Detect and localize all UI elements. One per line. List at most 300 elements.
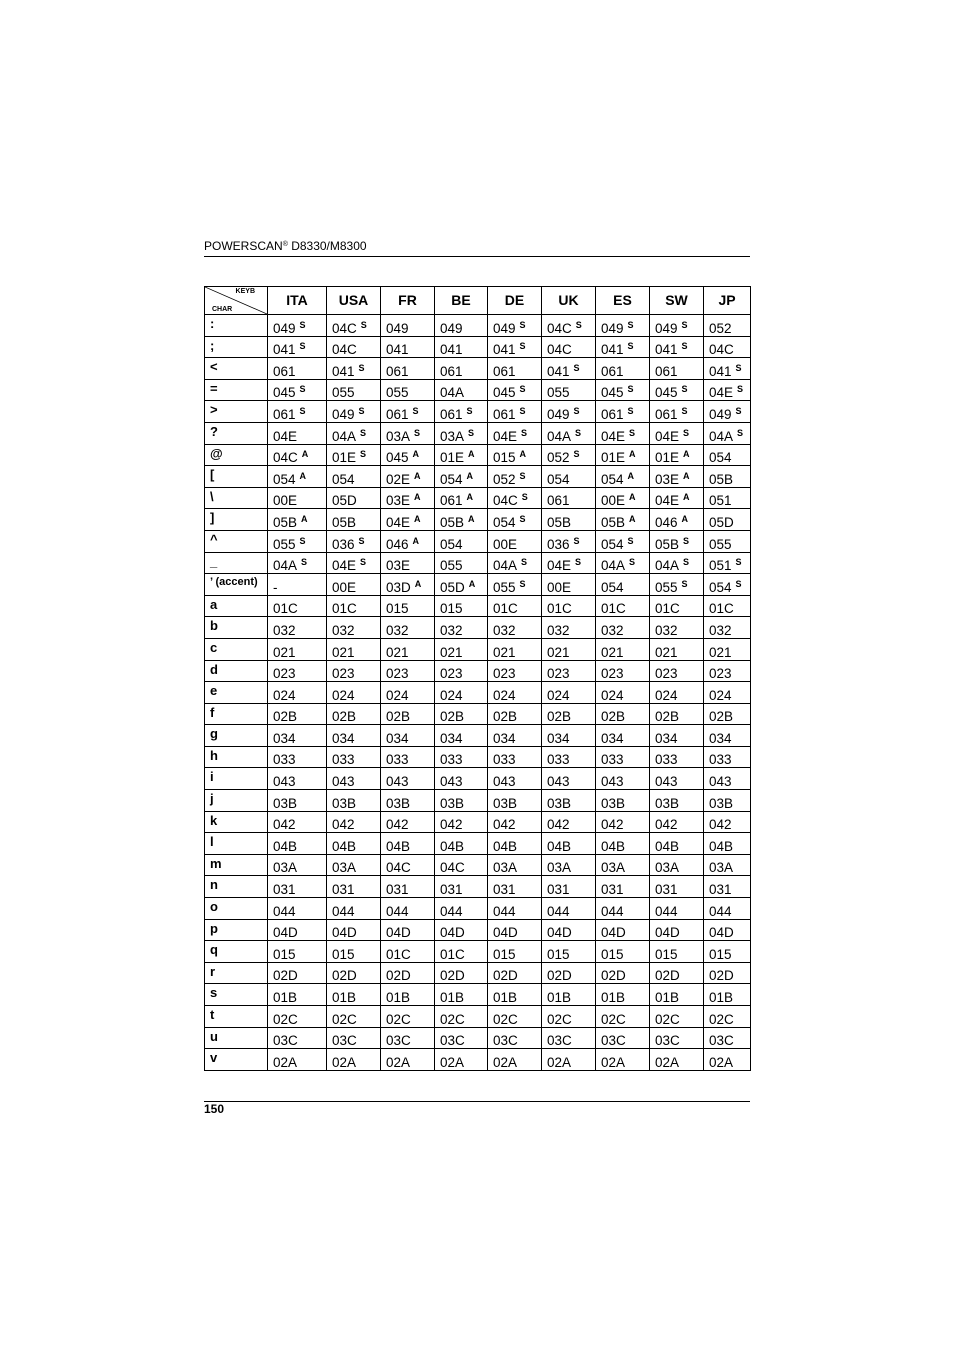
char-cell: q bbox=[205, 941, 268, 963]
code-cell bbox=[435, 725, 488, 747]
code-cell bbox=[596, 444, 650, 466]
code-value: 021 bbox=[440, 644, 463, 660]
code-value: 042 bbox=[655, 817, 678, 833]
code-cell bbox=[327, 876, 381, 898]
code-cell bbox=[704, 336, 751, 358]
table-row bbox=[205, 509, 751, 531]
code-value: 01C bbox=[601, 601, 626, 617]
code-value: 04C bbox=[440, 860, 465, 876]
code-cell bbox=[268, 682, 327, 704]
code-cell bbox=[596, 854, 650, 876]
char-cell: n bbox=[205, 876, 268, 898]
code-value: 04E bbox=[493, 428, 518, 444]
code-cell bbox=[488, 574, 542, 596]
code-cell bbox=[650, 725, 704, 747]
modifier-superscript: A bbox=[683, 470, 690, 481]
code-value: - bbox=[273, 579, 278, 595]
code-cell bbox=[542, 315, 596, 337]
code-value: 02B bbox=[386, 709, 411, 725]
code-value: 042 bbox=[601, 817, 624, 833]
code-cell bbox=[488, 833, 542, 855]
code-value: 01E bbox=[440, 450, 465, 466]
code-value: 02A bbox=[493, 1054, 518, 1070]
code-cell bbox=[650, 962, 704, 984]
code-cell bbox=[268, 1049, 327, 1071]
code-cell bbox=[596, 422, 650, 444]
code-value: 03C bbox=[273, 1033, 298, 1049]
modifier-superscript: S bbox=[360, 557, 367, 568]
modifier-superscript: A bbox=[519, 449, 527, 460]
code-value: 00E bbox=[332, 579, 357, 595]
code-cell bbox=[435, 768, 488, 790]
code-cell bbox=[488, 422, 542, 444]
code-value: 023 bbox=[386, 666, 409, 682]
code-cell bbox=[488, 682, 542, 704]
code-value: 043 bbox=[709, 774, 732, 790]
code-cell bbox=[542, 574, 596, 596]
code-value: 01B bbox=[493, 990, 518, 1005]
code-value: 015 bbox=[493, 450, 516, 466]
code-value: 02A bbox=[601, 1054, 626, 1070]
code-cell bbox=[327, 509, 381, 531]
code-value: 01C bbox=[493, 601, 518, 617]
modifier-superscript: S bbox=[627, 384, 634, 395]
code-value: 061 bbox=[655, 363, 678, 379]
char-cell: e bbox=[205, 682, 268, 704]
code-value: 03A bbox=[332, 860, 357, 876]
code-cell bbox=[704, 358, 751, 380]
code-value: 061 bbox=[601, 406, 624, 422]
code-value: 054 bbox=[440, 471, 463, 487]
code-value: 054 bbox=[332, 471, 355, 487]
code-cell bbox=[650, 422, 704, 444]
code-value: 024 bbox=[655, 687, 678, 703]
code-value: 061 bbox=[386, 363, 409, 379]
code-cell bbox=[435, 941, 488, 963]
code-value: 033 bbox=[493, 752, 516, 768]
table-body bbox=[205, 315, 751, 1071]
code-cell bbox=[596, 509, 650, 531]
code-value: 02D bbox=[440, 968, 465, 984]
modifier-superscript: S bbox=[627, 341, 634, 352]
code-cell bbox=[596, 725, 650, 747]
code-value: 04C bbox=[547, 342, 572, 358]
code-value: 04A bbox=[493, 558, 518, 574]
code-value: 023 bbox=[547, 666, 570, 682]
code-value: 03E bbox=[386, 558, 411, 574]
code-cell bbox=[542, 1049, 596, 1071]
code-value: 052 bbox=[547, 450, 570, 466]
code-value: 024 bbox=[601, 687, 624, 703]
code-cell bbox=[268, 595, 327, 617]
modifier-superscript: S bbox=[358, 405, 365, 416]
code-cell bbox=[596, 962, 650, 984]
code-value: 041 bbox=[386, 342, 409, 358]
table-row bbox=[205, 595, 751, 617]
code-cell bbox=[704, 962, 751, 984]
code-cell bbox=[327, 466, 381, 488]
code-value: 034 bbox=[332, 730, 355, 746]
table-row bbox=[205, 315, 751, 337]
code-cell bbox=[327, 1049, 381, 1071]
code-value: 015 bbox=[332, 946, 355, 962]
code-cell bbox=[704, 574, 751, 596]
code-value: 042 bbox=[493, 817, 516, 833]
code-value: 044 bbox=[273, 903, 296, 919]
code-cell bbox=[268, 444, 327, 466]
code-value: 052 bbox=[493, 471, 516, 487]
table-row bbox=[205, 358, 751, 380]
code-value: 01B bbox=[386, 990, 411, 1005]
code-cell bbox=[381, 487, 435, 509]
modifier-superscript: S bbox=[519, 319, 526, 330]
char-cell: p bbox=[205, 919, 268, 941]
table-row bbox=[205, 1027, 751, 1049]
code-value: 032 bbox=[332, 622, 355, 638]
code-value: 021 bbox=[655, 644, 678, 660]
modifier-superscript: A bbox=[466, 470, 474, 481]
code-cell bbox=[542, 703, 596, 725]
code-value: 04E bbox=[709, 385, 734, 401]
code-cell bbox=[704, 1006, 751, 1028]
code-value: 055 bbox=[547, 385, 570, 401]
code-value: 03B bbox=[601, 795, 626, 811]
code-value: 044 bbox=[440, 903, 463, 919]
code-cell bbox=[650, 358, 704, 380]
code-cell bbox=[488, 746, 542, 768]
code-cell bbox=[488, 725, 542, 747]
code-cell bbox=[435, 617, 488, 639]
code-value: 021 bbox=[493, 644, 516, 660]
code-cell bbox=[650, 768, 704, 790]
code-cell bbox=[327, 530, 381, 552]
modifier-superscript: A bbox=[414, 578, 422, 589]
code-cell bbox=[268, 401, 327, 423]
table-row bbox=[205, 919, 751, 941]
modifier-superscript: S bbox=[683, 535, 690, 546]
char-cell: f bbox=[205, 703, 268, 725]
code-cell bbox=[542, 962, 596, 984]
modifier-superscript: A bbox=[629, 513, 636, 524]
code-value: 051 bbox=[709, 558, 732, 574]
modifier-superscript: S bbox=[360, 319, 367, 330]
code-cell bbox=[488, 379, 542, 401]
code-cell bbox=[435, 509, 488, 531]
code-cell bbox=[704, 746, 751, 768]
code-value: 01C bbox=[273, 601, 298, 617]
code-cell bbox=[268, 638, 327, 660]
code-value: 054 bbox=[547, 471, 570, 487]
code-value: 034 bbox=[709, 730, 732, 746]
code-cell bbox=[542, 530, 596, 552]
code-cell bbox=[650, 898, 704, 920]
code-cell bbox=[488, 466, 542, 488]
column-header: ES bbox=[596, 287, 650, 315]
code-cell bbox=[704, 530, 751, 552]
code-value: 02B bbox=[273, 709, 298, 725]
code-value: 05B bbox=[709, 471, 734, 487]
code-cell bbox=[435, 919, 488, 941]
code-value: 04B bbox=[547, 838, 572, 854]
code-value: 032 bbox=[493, 622, 516, 638]
code-cell bbox=[268, 1006, 327, 1028]
modifier-superscript: S bbox=[575, 557, 582, 568]
code-cell bbox=[596, 941, 650, 963]
code-value: 046 bbox=[655, 514, 678, 530]
code-value: 051 bbox=[709, 493, 732, 509]
modifier-superscript: S bbox=[573, 362, 580, 373]
code-cell bbox=[435, 574, 488, 596]
code-cell bbox=[596, 552, 650, 574]
code-cell bbox=[704, 854, 751, 876]
char-cell: > bbox=[205, 401, 268, 423]
code-value: 023 bbox=[655, 666, 678, 682]
modifier-superscript: S bbox=[681, 405, 688, 416]
modifier-superscript: A bbox=[629, 449, 636, 460]
code-cell bbox=[542, 552, 596, 574]
code-cell bbox=[704, 768, 751, 790]
code-value: 05D bbox=[332, 493, 357, 509]
code-cell bbox=[704, 552, 751, 574]
code-value: 04E bbox=[601, 428, 626, 444]
table-row bbox=[205, 703, 751, 725]
code-value: 03A bbox=[601, 860, 626, 876]
code-value: 02C bbox=[709, 1011, 734, 1027]
code-value: 031 bbox=[709, 882, 732, 898]
code-cell bbox=[704, 401, 751, 423]
code-cell bbox=[327, 595, 381, 617]
code-cell bbox=[381, 919, 435, 941]
modifier-superscript: A bbox=[629, 492, 636, 503]
code-cell bbox=[327, 358, 381, 380]
code-value: 01C bbox=[655, 601, 680, 617]
registered-mark: ® bbox=[282, 241, 288, 248]
code-value: 03B bbox=[655, 795, 680, 811]
table-row bbox=[205, 725, 751, 747]
code-cell bbox=[435, 682, 488, 704]
code-cell bbox=[596, 1027, 650, 1049]
code-value: 01C bbox=[332, 601, 357, 617]
code-value: 044 bbox=[601, 903, 624, 919]
code-cell bbox=[542, 984, 596, 1006]
modifier-superscript: S bbox=[681, 578, 688, 589]
code-value: 02B bbox=[547, 709, 572, 725]
code-value: 044 bbox=[386, 903, 409, 919]
code-value: 033 bbox=[332, 752, 355, 768]
code-value: 032 bbox=[273, 622, 296, 638]
code-value: 04B bbox=[493, 838, 518, 854]
char-cell: < bbox=[205, 358, 268, 380]
code-cell bbox=[268, 768, 327, 790]
code-cell bbox=[381, 898, 435, 920]
code-cell bbox=[542, 487, 596, 509]
code-cell bbox=[488, 919, 542, 941]
code-value: 03A bbox=[493, 860, 518, 876]
code-value: 02D bbox=[547, 968, 572, 984]
code-value: 043 bbox=[440, 774, 463, 790]
code-value: 043 bbox=[386, 774, 409, 790]
code-cell bbox=[381, 401, 435, 423]
char-cell: c bbox=[205, 638, 268, 660]
code-cell bbox=[435, 703, 488, 725]
modifier-superscript: S bbox=[360, 449, 367, 460]
modifier-superscript: A bbox=[414, 470, 421, 481]
code-cell bbox=[650, 617, 704, 639]
code-value: 015 bbox=[386, 601, 409, 617]
modifier-superscript: S bbox=[681, 384, 688, 395]
code-cell bbox=[268, 358, 327, 380]
code-cell bbox=[542, 444, 596, 466]
modifier-superscript: S bbox=[299, 405, 306, 416]
code-value: 03A bbox=[709, 860, 734, 876]
code-value: 036 bbox=[332, 536, 355, 552]
code-cell bbox=[435, 422, 488, 444]
code-cell bbox=[327, 1006, 381, 1028]
code-value: 023 bbox=[601, 666, 624, 682]
modifier-superscript: S bbox=[575, 427, 582, 438]
code-cell bbox=[488, 336, 542, 358]
code-value: 03A bbox=[547, 860, 572, 876]
char-cell: g bbox=[205, 725, 268, 747]
code-cell bbox=[435, 962, 488, 984]
code-cell bbox=[268, 962, 327, 984]
code-cell bbox=[650, 1027, 704, 1049]
code-cell bbox=[381, 682, 435, 704]
code-value: 05B bbox=[655, 536, 680, 552]
code-value: 052 bbox=[709, 320, 732, 336]
code-cell bbox=[435, 530, 488, 552]
modifier-superscript: S bbox=[468, 427, 475, 438]
modifier-superscript: A bbox=[468, 578, 476, 589]
code-cell bbox=[327, 682, 381, 704]
modifier-superscript: S bbox=[737, 427, 744, 438]
code-cell bbox=[704, 617, 751, 639]
code-cell bbox=[704, 790, 751, 812]
code-value: 03A bbox=[273, 860, 298, 876]
modifier-superscript: A bbox=[412, 449, 420, 460]
code-cell bbox=[381, 1049, 435, 1071]
code-cell bbox=[327, 315, 381, 337]
code-value: 03C bbox=[332, 1033, 357, 1049]
modifier-superscript: A bbox=[683, 449, 690, 460]
code-value: 05B bbox=[273, 514, 298, 530]
code-cell bbox=[596, 919, 650, 941]
code-cell bbox=[381, 941, 435, 963]
char-cell: t bbox=[205, 1006, 268, 1028]
modifier-superscript: S bbox=[627, 405, 634, 416]
code-value: 055 bbox=[493, 579, 516, 595]
code-value: 04B bbox=[273, 838, 298, 854]
code-value: 02A bbox=[386, 1054, 411, 1070]
modifier-superscript: S bbox=[299, 341, 306, 352]
code-value: 02C bbox=[493, 1011, 518, 1027]
code-cell bbox=[327, 379, 381, 401]
code-cell bbox=[327, 962, 381, 984]
code-value: 01B bbox=[273, 990, 298, 1005]
code-value: 034 bbox=[440, 730, 463, 746]
code-value: 036 bbox=[547, 536, 570, 552]
code-cell bbox=[650, 833, 704, 855]
code-value: 049 bbox=[709, 406, 732, 422]
code-cell bbox=[542, 1006, 596, 1028]
code-cell bbox=[327, 898, 381, 920]
code-cell bbox=[650, 876, 704, 898]
code-value: 03A bbox=[655, 860, 680, 876]
code-cell bbox=[488, 854, 542, 876]
modifier-superscript: S bbox=[627, 319, 634, 330]
corner-header bbox=[205, 287, 268, 315]
code-cell bbox=[381, 444, 435, 466]
code-cell bbox=[488, 768, 542, 790]
code-cell bbox=[268, 660, 327, 682]
code-value: 02A bbox=[709, 1054, 734, 1070]
code-value: 043 bbox=[601, 774, 624, 790]
code-cell bbox=[650, 1006, 704, 1028]
column-header: UK bbox=[542, 287, 596, 315]
table-row bbox=[205, 422, 751, 444]
code-value: 02D bbox=[709, 968, 734, 984]
char-cell: a bbox=[205, 595, 268, 617]
code-cell bbox=[381, 790, 435, 812]
code-value: 05D bbox=[709, 514, 734, 530]
code-cell bbox=[488, 552, 542, 574]
code-cell bbox=[542, 595, 596, 617]
code-value: 043 bbox=[493, 774, 516, 790]
code-cell bbox=[327, 444, 381, 466]
code-cell bbox=[542, 379, 596, 401]
code-value: 04E bbox=[386, 514, 411, 530]
code-cell bbox=[650, 941, 704, 963]
code-value: 02D bbox=[493, 968, 518, 984]
table-row bbox=[205, 574, 751, 596]
code-cell bbox=[327, 811, 381, 833]
code-value: 04C bbox=[332, 342, 357, 358]
code-cell bbox=[596, 876, 650, 898]
modifier-superscript: S bbox=[299, 535, 306, 546]
code-cell bbox=[704, 315, 751, 337]
code-value: 02D bbox=[386, 968, 411, 984]
code-value: 01C bbox=[709, 601, 734, 617]
code-cell bbox=[704, 444, 751, 466]
code-cell bbox=[268, 530, 327, 552]
code-value: 033 bbox=[601, 752, 624, 768]
table-header-row bbox=[205, 287, 751, 315]
code-cell bbox=[542, 660, 596, 682]
code-value: 015 bbox=[709, 946, 732, 962]
code-cell bbox=[704, 487, 751, 509]
code-cell bbox=[381, 833, 435, 855]
code-value: 04D bbox=[332, 925, 357, 941]
code-value: 044 bbox=[332, 903, 355, 919]
code-value: 01C bbox=[547, 601, 572, 617]
code-cell bbox=[327, 422, 381, 444]
code-value: 061 bbox=[440, 493, 463, 509]
code-cell bbox=[596, 984, 650, 1006]
code-value: 03B bbox=[709, 795, 734, 811]
code-value: 02B bbox=[440, 709, 465, 725]
modifier-superscript: S bbox=[573, 535, 580, 546]
code-value: 049 bbox=[655, 320, 678, 336]
modifier-superscript: S bbox=[519, 405, 526, 416]
code-value: 033 bbox=[273, 752, 296, 768]
code-cell bbox=[650, 509, 704, 531]
code-cell bbox=[327, 401, 381, 423]
code-value: 03C bbox=[601, 1033, 626, 1049]
code-cell bbox=[704, 595, 751, 617]
code-cell bbox=[268, 941, 327, 963]
code-value: 00E bbox=[547, 579, 572, 595]
code-value: 02B bbox=[709, 709, 734, 725]
